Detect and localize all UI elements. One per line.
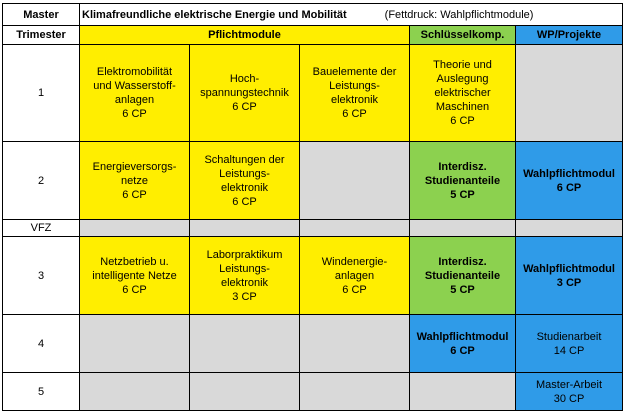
module-cell: Netzbetrieb u. intelligente Netze 6 CP (80, 237, 190, 315)
empty-cell (80, 315, 190, 373)
module-cell: Laborpraktikum Leistungs- elektronik 3 CP (190, 237, 300, 315)
module-cell: Windenergie- anlagen 6 CP (300, 237, 410, 315)
trimester-row-3 (3, 237, 623, 315)
empty-cell (300, 220, 410, 237)
trimester-number: 1 (3, 45, 80, 142)
module-cell: Interdisz. Studienanteile 5 CP (410, 142, 516, 220)
module-cell: Interdisz. Studienanteile 5 CP (410, 237, 516, 315)
empty-cell (190, 315, 300, 373)
empty-cell (300, 142, 410, 220)
trimester-label: Trimester (3, 26, 80, 45)
trimester-number: 5 (3, 373, 80, 411)
header-row-master (3, 4, 623, 26)
empty-cell (516, 220, 623, 237)
trimester-row-5 (3, 373, 623, 411)
program-title: Klimafreundliche elektrische Energie und Mobilität (82, 8, 347, 21)
empty-cell (190, 220, 300, 237)
module-cell: Wahlpflichtmodul 6 CP (410, 315, 516, 373)
empty-cell (80, 373, 190, 411)
module-cell: Schaltungen der Leistungs- elektronik 6 CP (190, 142, 300, 220)
empty-cell (516, 45, 623, 142)
module-cell: Bauelemente der Leistungs- elektronik 6 CP (300, 45, 410, 142)
module-cell: Energieversorgs- netze 6 CP (80, 142, 190, 220)
program-title-cell (80, 4, 623, 26)
trimester-row-2 (3, 142, 623, 220)
trimester-row-4 (3, 315, 623, 373)
empty-cell (300, 315, 410, 373)
bold-note: (Fettdruck: Wahlpflichtmodule) (384, 8, 534, 21)
col-header-wp-projekte: WP/Projekte (516, 26, 623, 45)
empty-cell (410, 373, 516, 411)
vfz-label: VFZ (3, 220, 80, 237)
trimester-row-1 (3, 45, 623, 142)
header-row-columns (3, 26, 623, 45)
module-cell: Theorie und Auslegung elektrischer Maschinen 6 CP (410, 45, 516, 142)
trimester-number: 3 (3, 237, 80, 315)
col-header-schluesselkomp: Schlüsselkomp. (410, 26, 516, 45)
empty-cell (190, 373, 300, 411)
empty-cell (300, 373, 410, 411)
module-cell: Master-Arbeit 30 CP (516, 373, 623, 411)
col-header-pflichtmodule: Pflichtmodule (80, 26, 410, 45)
module-cell: Elektromobilität und Wasserstoff- anlagen 6 CP (80, 45, 190, 142)
empty-cell (80, 220, 190, 237)
module-cell: Wahlpflichtmodul 3 CP (516, 237, 623, 315)
master-label: Master (3, 4, 80, 26)
curriculum-table (2, 3, 623, 411)
module-cell: Studienarbeit 14 CP (516, 315, 623, 373)
empty-cell (410, 220, 516, 237)
trimester-number: 2 (3, 142, 80, 220)
trimester-number: 4 (3, 315, 80, 373)
module-cell: Wahlpflichtmodul 6 CP (516, 142, 623, 220)
vfz-row (3, 220, 623, 237)
module-cell: Hoch- spannungstechnik 6 CP (190, 45, 300, 142)
